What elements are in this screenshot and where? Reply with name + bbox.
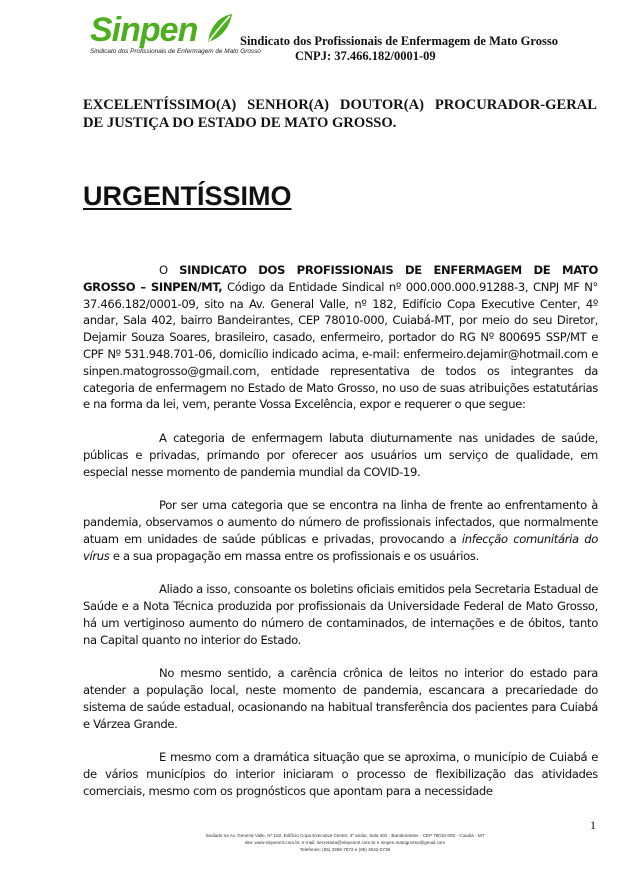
logo-wordmark: Sinpen	[90, 11, 198, 49]
paragraph-2: A categoria de enfermagem labuta diuturnamente nas unidades de saúde, públicas e privadas, primando por oferecer aos usuários um serviço de qualidade, em especial nesse momento de pandemia mundial da COVID-19.	[83, 430, 598, 479]
paragraph-5: No mesmo sentido, a carência crônica de leitos no interior do estado para atender a população local, neste momento de pandemia, escancara a precariedade do sistema de saúde estadual, ocasionando na habitual transferência dos pacientes para Cuiabá e Várzea Grande.	[83, 666, 598, 731]
footer-contact: site: www.sinpenmt.com.br, e-mail: secretaria@sinpenmt.com.br e sinpen.matogrosso@gmail.com	[244, 840, 446, 845]
document-body	[83, 262, 598, 816]
logo-subtitle: Sindicato dos Profissionais de Enfermagem de Mato Grosso	[90, 48, 261, 55]
paragraph-4: Aliado a isso, consoante os boletins oficiais emitidos pela Secretaria Estadual de Saúde e a Nota Técnica produzida por profissionais da Universidade Federal de Mato Grosso, há um vertiginoso aumento do número de contaminados, de internações e de óbitos, tanto na Capital quanto no interior do Estado.	[83, 582, 599, 647]
footer-phones: Telefones: (65) 3358-7872 e (65) 3642-0738	[299, 847, 391, 852]
sinpen-logo	[88, 10, 261, 60]
emphasis: infecção comunitária do vírus	[83, 531, 598, 563]
page-number: 1	[590, 818, 596, 832]
footer	[150, 832, 540, 853]
paragraph-1: O SINDICATO DOS PROFISSIONAIS DE ENFERMAGEM DE MATO GROSSO – SINPEN/MT, Código da Entidade Sindical nº 000.000.000.91288-3, CNPJ MF N° 37.466.182/0001-09, sito na Av. General Valle, nº 182, Edifício Copa Executive Center, 4º andar, Sala 402, bairro Bandeirantes, CEP 78010-000, Cuiabá-MT, por meio do seu Diretor, Dejamir Souza Soares, brasileiro, casado, enfermeiro, portador do RG Nº 800695 SSP/MT e CPF Nº 531.948.701-06, domicílio indicado acima, e-mail: enfermeiro.dejamir@hotmail.com e sinpen.matogrosso@gmail.com, entidade representativa de todos os integrantes da categoria de enfermagem no Estado de Mato Grosso, no uso de suas atribuições estatutárias e na forma da lei, vem, perante Vossa Excelência, expor e requerer o que segue:	[83, 263, 598, 412]
urgent-title: URGENTÍSSIMO	[83, 181, 292, 211]
org-cnpj: CNPJ: 37.466.182/0001-09	[295, 49, 436, 63]
union-name: SINDICATO DOS PROFISSIONAIS DE ENFERMAGEM DE MATO GROSSO – SINPEN/MT,	[83, 263, 598, 294]
leaf-icon	[204, 12, 234, 44]
addressee-heading: EXCELENTÍSSIMO(A) SENHOR(A) DOUTOR(A) PROCURADOR-GERAL DE JUSTIÇA DO ESTADO DE MATO GROSSO.	[83, 97, 597, 131]
letterhead	[88, 10, 608, 68]
paragraph-6: E mesmo com a dramática situação que se aproxima, o município de Cuiabá e de vários municípios do interior iniciaram o processo de flexibilização das atividades comerciais, mesmo com os prognósticos que apontam para a necessidade	[83, 750, 598, 798]
footer-address: Sediado na Av. General Valle, Nº 182, Edifício Copa Executive Center, 4º andar, Sala 402 - Bandeirantes - CEP 78010-000 - Cuiabá - MT	[205, 833, 485, 838]
paragraph-3: Por ser uma categoria que se encontra na linha de frente ao enfrentamento à pandemia, observamos o aumento do número de profissionais infectados, que normalmente atuam em unidades de saúde públicas e privadas, provocando a infecção comunitária do vírus e a sua propagação em massa entre os profissionais e os usuários.	[83, 498, 598, 563]
org-name: Sindicato dos Profissionais de Enfermagem de Mato Grosso	[240, 34, 558, 48]
